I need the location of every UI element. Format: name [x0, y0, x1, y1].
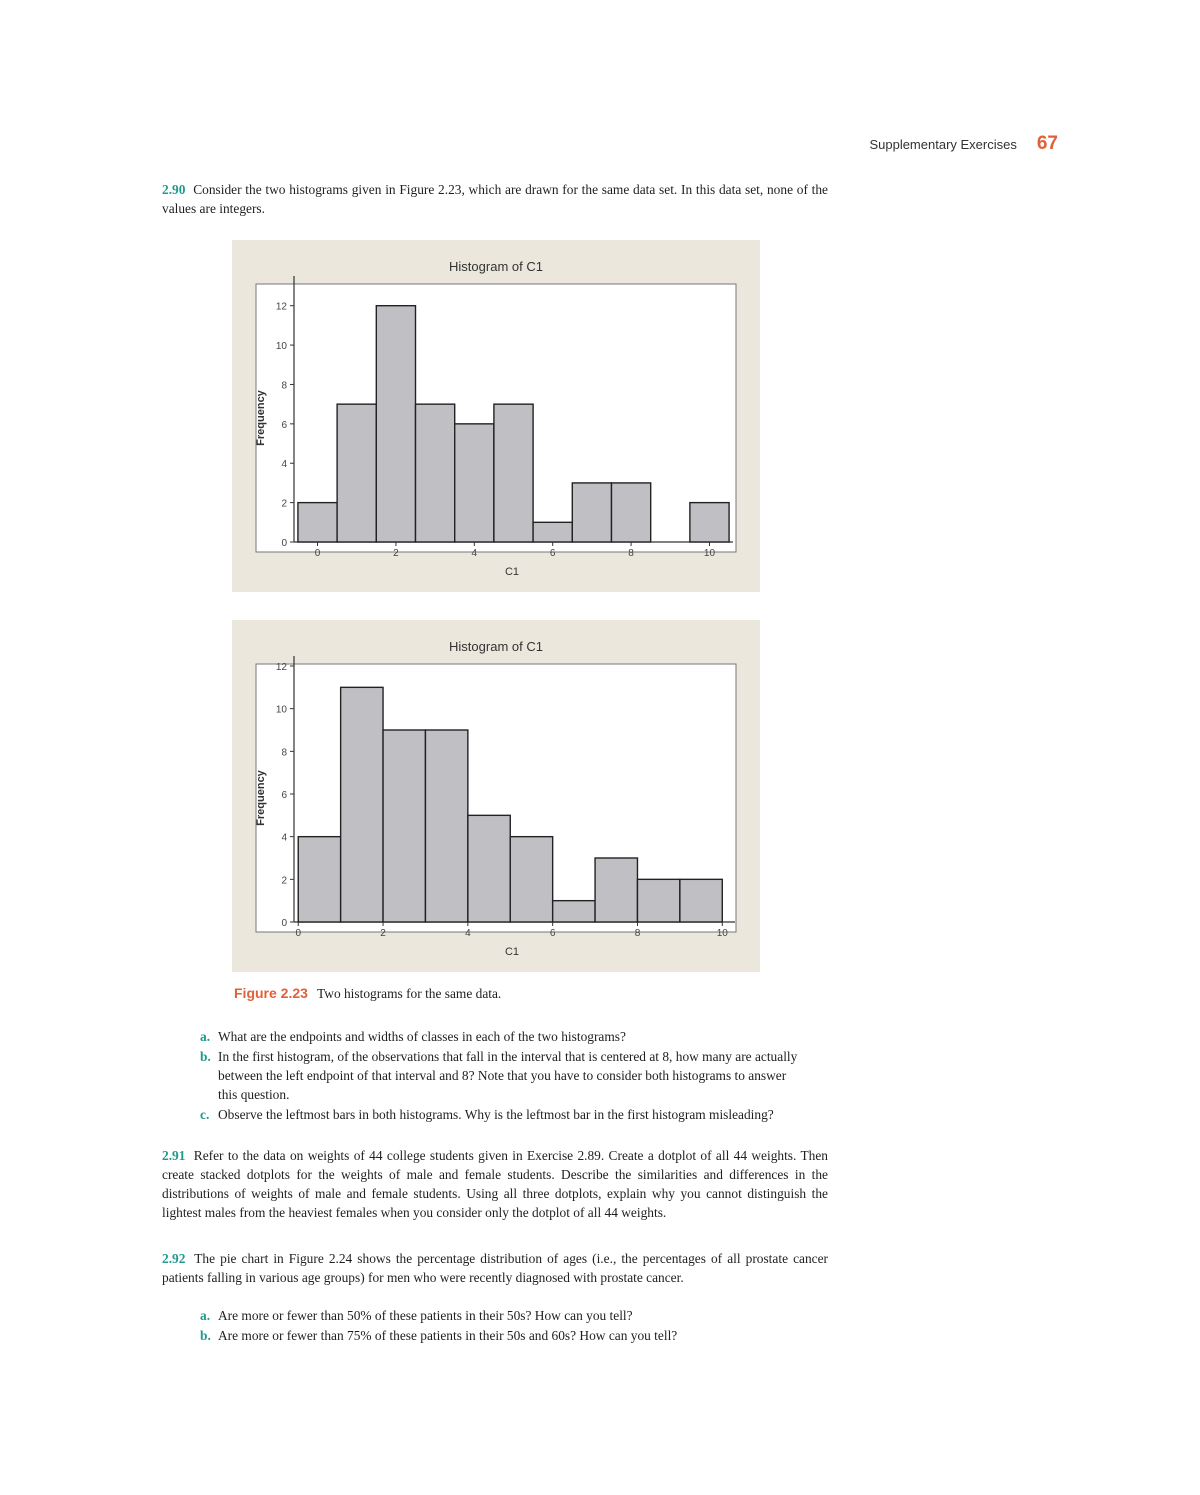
y-tick-label: 8	[281, 747, 287, 759]
part-letter: a.	[200, 1308, 211, 1323]
histogram-bar	[510, 837, 552, 922]
x-tick-label: 8	[628, 548, 634, 559]
y-tick-label: 2	[281, 498, 287, 510]
histogram-bar	[341, 687, 383, 922]
part-text: In the first histogram, of the observations that fall in the interval that is centered at 8, how many are actually between the left endpoint of that interval and 8? Note that you have to consider both histograms to answer this question.	[218, 1049, 798, 1102]
y-axis-label: Frequency	[255, 390, 267, 446]
y-tick-label: 0	[281, 538, 287, 549]
x-tick-label: 8	[634, 928, 641, 939]
exercise-2-92-part-a	[200, 1306, 818, 1325]
histogram-bar	[494, 404, 533, 542]
exercise-2-90	[162, 180, 828, 218]
exercise-number: 2.91	[162, 1148, 186, 1163]
histogram-bar	[533, 522, 572, 542]
x-tick-label: 10	[716, 928, 728, 939]
y-tick-label: 6	[281, 790, 287, 801]
x-tick-label: 6	[549, 548, 556, 559]
y-tick-label: 0	[281, 918, 287, 929]
histogram-bar	[376, 306, 415, 542]
x-tick-label: 2	[380, 928, 386, 939]
y-tick-label: 4	[281, 459, 287, 471]
histogram-bar	[425, 730, 467, 922]
figure-caption	[234, 985, 501, 1002]
x-tick-label: 6	[549, 928, 556, 939]
exercise-2-92-part-b	[200, 1326, 818, 1345]
x-axis-label: C1	[504, 946, 520, 958]
x-axis-label: C1	[504, 566, 520, 578]
exercise-text: The pie chart in Figure 2.24 shows the percentage distribution of ages (i.e., the percentages of all prostate cancer patients falling in various age groups) for men who were recently diagnosed with prostate cancer.	[162, 1251, 828, 1285]
part-text: Are more or fewer than 75% of these patients in their 50s and 60s? How can you tell?	[218, 1328, 678, 1343]
histogram-bar	[416, 404, 455, 542]
x-tick-label: 10	[703, 548, 716, 559]
histogram-bar	[611, 483, 650, 542]
part-text: Are more or fewer than 50% of these patients in their 50s? How can you tell?	[218, 1308, 633, 1323]
histogram-1	[232, 240, 760, 592]
histogram-2	[232, 620, 760, 972]
histogram-bar	[468, 815, 510, 922]
histogram-bar	[337, 404, 376, 542]
exercise-number: 2.92	[162, 1251, 186, 1266]
y-tick-label: 12	[275, 662, 287, 673]
figure-label: Figure 2.23	[234, 985, 308, 1001]
part-letter: c.	[200, 1107, 210, 1122]
chart-title: Histogram of C1	[449, 639, 543, 654]
y-tick-label: 12	[275, 301, 287, 313]
exercise-text: Refer to the data on weights of 44 college students given in Exercise 2.89. Create a dotplot of all 44 weights. Then create stacked dotplots for the weights of male and female students. Describe the similarities and differences in the distributions of weights of male and female students. Using all three dotplots, explain why you cannot distinguish the lightest males from the heaviest females when you consider only the dotplot of all 44 weights.	[162, 1148, 828, 1220]
x-tick-label: 2	[393, 548, 399, 559]
histogram-bar	[637, 879, 679, 922]
figure-caption-text: Two histograms for the same data.	[317, 986, 502, 1001]
x-tick-label: 0	[295, 928, 302, 939]
running-head-label: Supplementary Exercises	[869, 137, 1017, 152]
part-text: Observe the leftmost bars in both histograms. Why is the leftmost bar in the first histogram misleading?	[218, 1107, 774, 1122]
exercise-number: 2.90	[162, 182, 186, 197]
exercise-2-90-part-a	[200, 1027, 818, 1046]
part-letter: b.	[200, 1049, 211, 1064]
exercise-text: Consider the two histograms given in Figure 2.23, which are drawn for the same data set. In this data set, none of the values are integers.	[162, 182, 829, 216]
histogram-bar	[680, 879, 722, 922]
x-tick-label: 4	[471, 548, 478, 559]
histogram-bar	[298, 503, 337, 542]
exercise-2-91	[162, 1146, 828, 1222]
histogram-bar	[298, 837, 340, 922]
part-text: What are the endpoints and widths of classes in each of the two histograms?	[218, 1029, 626, 1044]
running-head	[0, 133, 1058, 155]
histogram-bar	[690, 503, 729, 542]
exercise-2-90-part-b	[200, 1047, 798, 1104]
y-tick-label: 8	[281, 380, 287, 392]
histogram-bar	[595, 858, 637, 922]
chart-title: Histogram of C1	[449, 259, 543, 274]
part-letter: a.	[200, 1029, 211, 1044]
y-tick-label: 6	[281, 419, 287, 431]
histogram-bar	[572, 483, 611, 542]
exercise-2-92	[162, 1249, 828, 1287]
x-tick-label: 4	[465, 928, 471, 939]
part-letter: b.	[200, 1328, 211, 1343]
y-axis-label: Frequency	[255, 770, 267, 826]
histogram-bar	[383, 730, 425, 922]
histogram-bar	[455, 424, 494, 542]
y-tick-label: 2	[281, 875, 287, 887]
page-number: 67	[1036, 133, 1058, 154]
y-tick-label: 10	[275, 341, 287, 353]
histogram-panel-2	[232, 620, 760, 972]
y-tick-label: 10	[275, 704, 287, 716]
histogram-bar	[553, 901, 595, 922]
exercise-2-90-part-c	[200, 1105, 808, 1124]
y-tick-label: 4	[281, 832, 287, 844]
histogram-panel-1	[232, 240, 760, 592]
x-tick-label: 0	[314, 548, 321, 559]
